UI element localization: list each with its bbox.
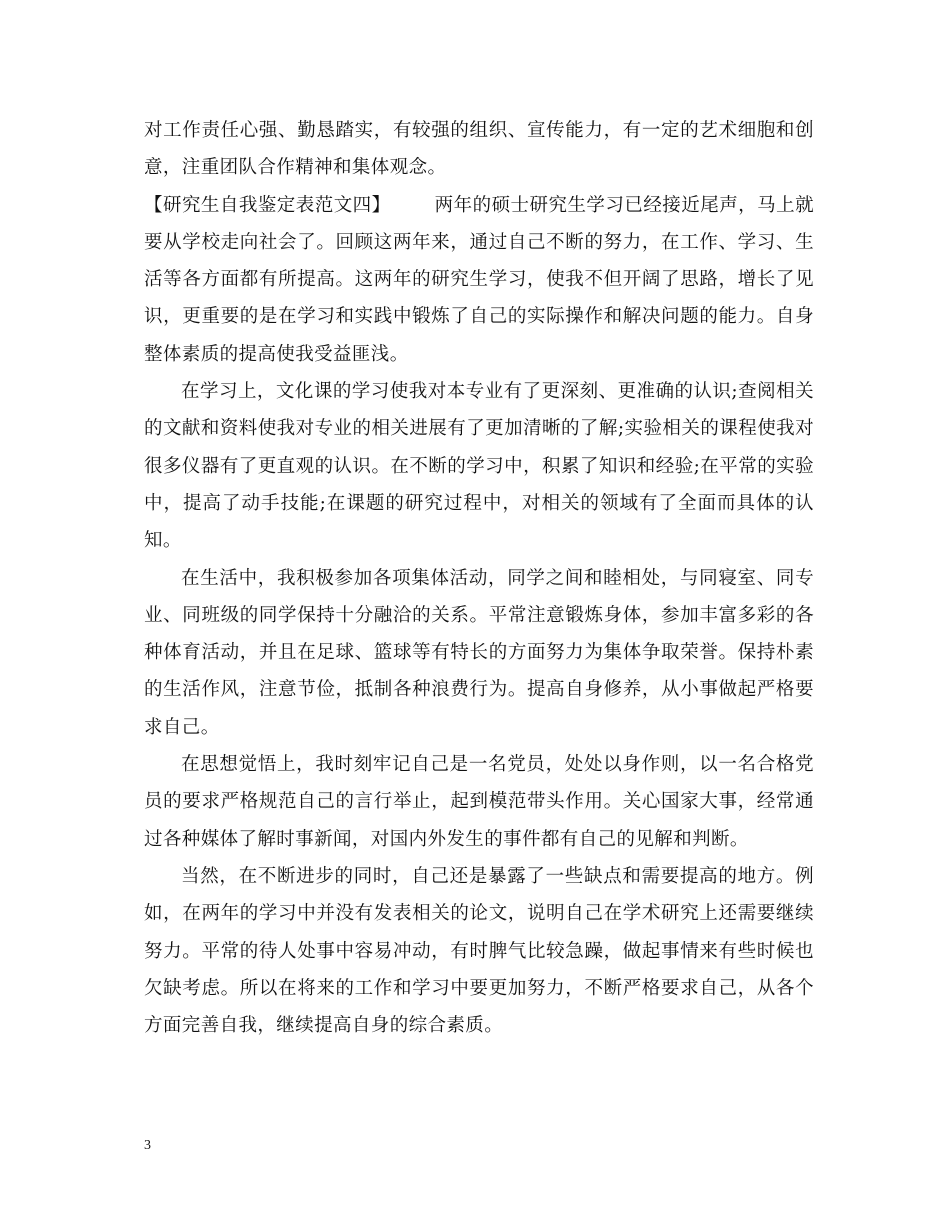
- page-number: 3: [144, 1138, 151, 1153]
- paragraph-section-four: [144, 187, 814, 373]
- paragraph-shortcomings: 当然，在不断进步的同时，自己还是暴露了一些缺点和需要提高的地方。例如，在两年的学习中并没有发表相关的论文，说明自己在学术研究上还需要继续努力。平常的待人处事中容易冲动，有时脾气比较急躁，做起事情来有些时候也欠缺考虑。所以在将来的工作和学习中要更加努力，不断严格要求自己，从各个方面完善自我，继续提高自身的综合素质。: [144, 865, 814, 1037]
- section-four-text: 两年的硕士研究生学习已经接近尾声，马上就要从学校走向社会了。回顾这两年来，通过自己不断的努力，在工作、学习、生活等各方面都有所提高。这两年的研究生学习，使我不但开阔了思路，增长了见识，更重要的是在学习和实践中锻炼了自己的实际操作和解决问题的能力。自身整体素质的提高使我受益匪浅。: [144, 194, 814, 365]
- section-heading: 【研究生自我鉴定表范文四】: [144, 194, 391, 216]
- paragraph-study: 在学习上，文化课的学习使我对本专业有了更深刻、更准确的认识;查阅相关的文献和资料使我对专业的相关进展有了更加清晰的了解;实验相关的课程使我对很多仪器有了更直观的认识。在不断的学习中，积累了知识和经验;在平常的实验中，提高了动手技能;在课题的研究过程中，对相关的领域有了全面而具体的认知。: [144, 381, 814, 552]
- paragraph-life: 在生活中，我积极参加各项集体活动，同学之间和睦相处，与同寝室、同专业、同班级的同学保持十分融洽的关系。平常注意锻炼身体，参加丰富多彩的各种体育活动，并且在足球、篮球等有特长的方面努力为集体争取荣誉。保持朴素的生活作风，注意节俭，抵制各种浪费行为。提高自身修养，从小事做起严格要求自己。: [144, 567, 814, 738]
- paragraph-intro-continuation: 对工作责任心强、勤恳踏实，有较强的组织、宣传能力，有一定的艺术细胞和创意，注重团队合作精神和集体观念。: [144, 120, 814, 179]
- paragraph-ideology: 在思想觉悟上，我时刻牢记自己是一名党员，处处以身作则，以一名合格党员的要求严格规范自己的言行举止，起到模范带头作用。关心国家大事，经常通过各种媒体了解时事新闻，对国内外发生的事件都有自己的见解和判断。: [144, 754, 814, 850]
- document-body: [144, 112, 814, 1044]
